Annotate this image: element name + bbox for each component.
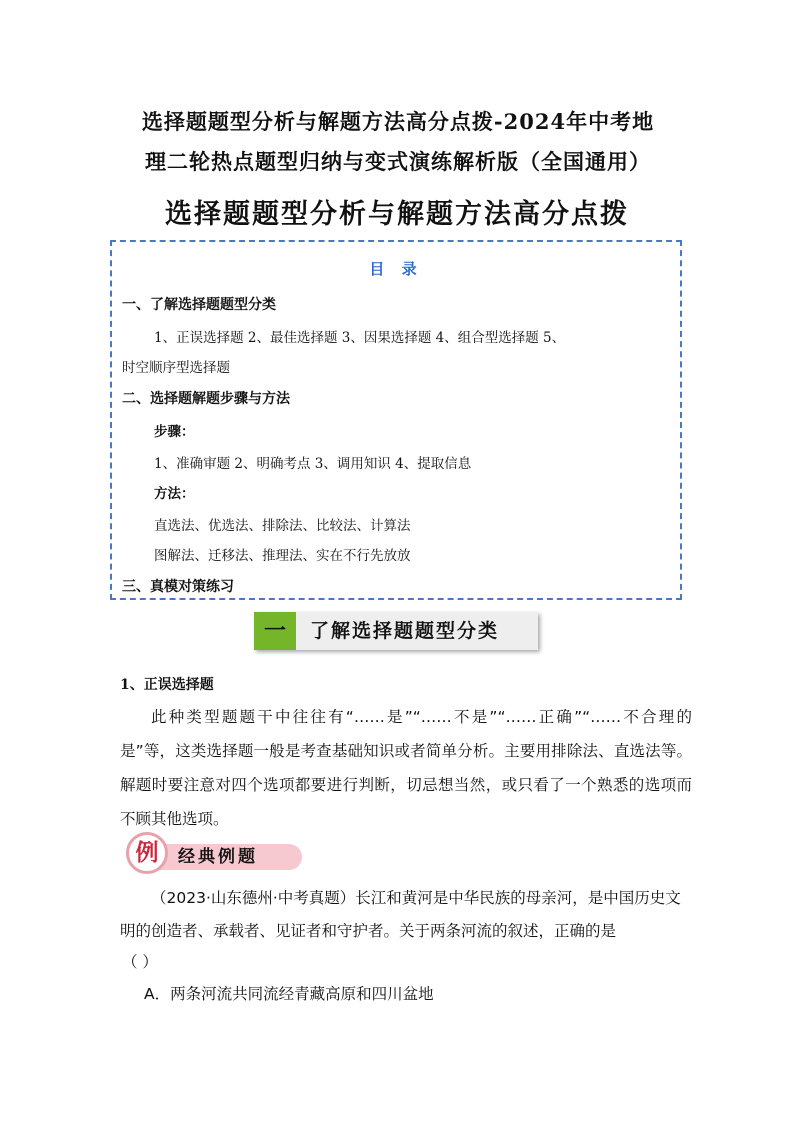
table-of-contents xyxy=(110,240,682,600)
example-badge-char: 例 xyxy=(135,839,159,866)
document-title xyxy=(108,102,688,182)
toc-section-1-items: 1、正误选择题 2、最佳选择题 3、因果选择题 4、组合型选择题 5、 xyxy=(154,330,566,346)
main-title: 选择题题型分析与解题方法高分点拨 xyxy=(165,199,629,230)
banner-number: 一 xyxy=(254,612,296,650)
toc-section-2: 二、选择题解题步骤与方法 xyxy=(122,391,290,407)
question-text: （2023·山东德州·中考真题）长江和黄河是中华民族的母亲河，是中国历史文明的创造者、承载者、见证者和守护者。关于两条河流的叙述，正确的是 xyxy=(120,889,681,940)
toc-methods-label: 方法： xyxy=(154,486,195,502)
toc-steps-label: 步骤： xyxy=(154,424,195,440)
toc-section-1: 一、了解选择题题型分类 xyxy=(122,297,276,313)
question-option-a: A．两条河流共同流经青藏高原和四川盆地 xyxy=(144,985,434,1003)
toc-methods-line2: 图解法、迁移法、推理法、实在不行先放放 xyxy=(154,548,411,564)
question-answer-blank: （ ） xyxy=(122,953,158,971)
section-paragraph: 此种类型题题干中往往有“……是”“……不是”“……正确”“……不合理的是”等，这类选择题一般是考查基础知识或者简单分析。主要用排除法、直选法等。解题时要注意对四个选项都要进行判断，切忌想当然，或只看了一个熟悉的选项而不顾其他选项。 xyxy=(120,708,692,828)
document-title-line2: 理二轮热点题型归纳与变式演练解析版（全国通用） xyxy=(145,149,651,174)
toc-heading: 目 录 xyxy=(369,260,423,278)
document-title-line1: 选择题题型分析与解题方法高分点拨-2024年中考地 xyxy=(141,109,655,134)
toc-methods-line1: 直选法、优选法、排除法、比较法、计算法 xyxy=(154,518,411,534)
section-banner xyxy=(254,612,538,650)
example-badge xyxy=(124,832,304,878)
toc-section-3: 三、真模对策练习 xyxy=(122,579,234,595)
banner-text: 了解选择题题型分类 xyxy=(310,620,500,642)
example-badge-label: 经典例题 xyxy=(178,847,258,867)
section-heading: 1、正误选择题 xyxy=(120,677,214,693)
toc-section-1-items-cont: 时空顺序型选择题 xyxy=(122,360,230,376)
toc-steps: 1、准确审题 2、明确考点 3、调用知识 4、提取信息 xyxy=(154,456,472,472)
